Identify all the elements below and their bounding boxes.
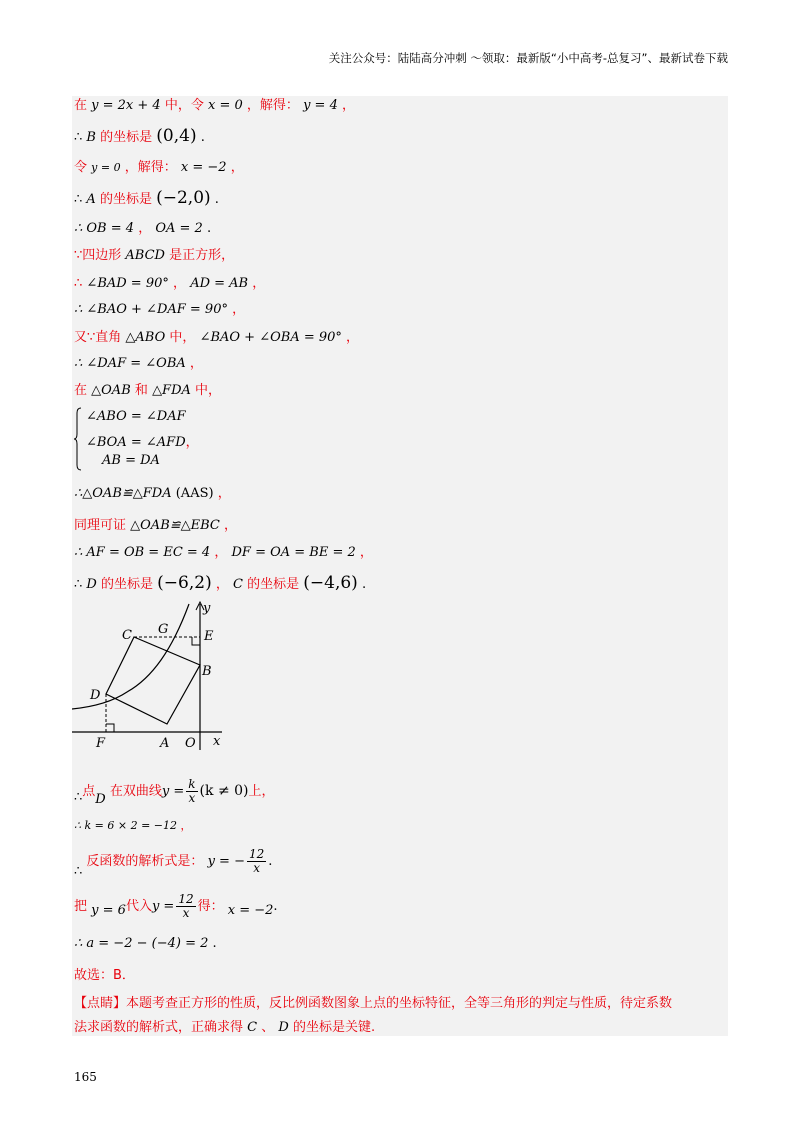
- solution-line-6: [74, 248, 234, 264]
- text-segment: ，解得：: [124, 160, 177, 175]
- comment-text: 【点睛】本题考查正方形的性质，反比例函数图象上点的坐标特征，全等三角形的判定与性质，待定系数: [74, 996, 673, 1011]
- fraction-denominator: x: [182, 906, 190, 920]
- text-segment: ，解得：: [246, 98, 299, 113]
- therefore-symbol: ∴: [74, 276, 83, 291]
- geometry-figure: [72, 600, 242, 754]
- text-segment: 反函数的解析式是：: [86, 854, 204, 869]
- text-segment: 在: [74, 98, 88, 113]
- text-segment: 和: [134, 383, 148, 398]
- math-expr: △OAB: [91, 383, 131, 398]
- text-segment: 在双曲线: [109, 784, 162, 799]
- text-segment: 上，: [248, 784, 275, 799]
- therefore-symbol: ∴: [74, 864, 83, 879]
- text-segment: ，: [232, 302, 246, 317]
- math-expr: AD = AB: [190, 276, 249, 291]
- square-abcd: [106, 637, 200, 724]
- math-expr: y = 6: [91, 903, 126, 918]
- math-expr: D: [86, 577, 97, 592]
- math-expr: x = −2: [227, 903, 274, 918]
- label-o: O: [185, 736, 196, 750]
- math-expr: (AAS): [175, 486, 214, 501]
- text-segment: 的坐标是: [99, 192, 152, 207]
- math-expr: ∴ AF = OB = EC = 4: [74, 545, 211, 560]
- math-expr: y = −: [207, 854, 245, 869]
- math-expr: ∴ a = −2 − (−4) = 2: [74, 936, 209, 951]
- equation-system: [74, 407, 214, 473]
- text-segment: 中，: [169, 330, 196, 345]
- text-segment: 的坐标是: [247, 577, 300, 592]
- math-expr: y = 2x + 4: [91, 98, 161, 113]
- text-segment: ，: [341, 98, 355, 113]
- solution-line-8: [74, 302, 245, 318]
- math-expr: ∴ k = 6 × 2 = −12: [74, 819, 178, 832]
- label-f: F: [96, 736, 106, 750]
- solution-line-3: [74, 160, 244, 176]
- label-y: y: [203, 601, 211, 616]
- text-segment: ，: [217, 486, 231, 501]
- fraction-denominator: x: [253, 861, 261, 875]
- label-d: D: [90, 688, 101, 703]
- text-segment: ∵四边形: [74, 248, 122, 263]
- text-segment: 得：: [197, 899, 224, 914]
- solution-line-19: [74, 893, 278, 923]
- math-expr: (−6,2): [157, 573, 212, 593]
- square-hyperbola-diagram: [72, 600, 242, 750]
- text-segment: 又∵直角: [74, 330, 122, 345]
- text-segment: ，: [214, 545, 228, 560]
- math-expr: C: [247, 1020, 258, 1035]
- math-expr: (k ≠ 0): [199, 783, 249, 799]
- math-expr: DF = OA = BE = 2: [231, 545, 356, 560]
- solution-line-15: [74, 575, 366, 593]
- text-segment: 的坐标是关键.: [292, 1020, 376, 1035]
- math-expr: △ABO: [125, 330, 166, 345]
- math-expr: △FDA: [152, 383, 191, 398]
- fraction: [176, 893, 195, 920]
- system-row-1: ∠ABO = ∠DAF: [86, 409, 186, 424]
- label-e: E: [204, 629, 214, 644]
- math-expr: OA = 2: [155, 221, 203, 236]
- page-header: 关注公众号：陆陆高分冲刺 〜领取：最新版“小中高考-总复习”、最新试卷下载: [328, 51, 728, 65]
- answer-text: 故选：B．: [74, 968, 135, 983]
- text-segment: 中，: [195, 383, 222, 398]
- therefore-symbol: ∴: [74, 577, 83, 592]
- math-expr: △OAB≌△EBC: [130, 518, 220, 533]
- text-segment: .: [361, 577, 367, 592]
- therefore-symbol: ∴: [74, 192, 83, 207]
- left-brace: [74, 407, 82, 471]
- label-c: C: [122, 628, 132, 643]
- text-segment: 点: [82, 784, 96, 799]
- text-segment: ，: [359, 545, 373, 560]
- math-expr: (0,4): [156, 126, 197, 146]
- solution-line-1: [74, 98, 355, 114]
- fraction: [186, 778, 197, 805]
- fraction-numerator: 12: [178, 892, 194, 906]
- text-segment: .: [214, 192, 219, 207]
- math-expr: ∴△OAB≌△FDA: [74, 486, 172, 501]
- text-segment: ，: [224, 518, 238, 533]
- text-segment: ，: [180, 819, 192, 832]
- math-expr: D: [278, 1020, 289, 1035]
- solution-line-7: [74, 276, 265, 292]
- fraction-numerator: 12: [248, 847, 265, 861]
- system-row-3: AB = DA: [102, 453, 160, 468]
- math-expr: ∴ ∠DAF = ∠OBA: [74, 356, 186, 371]
- text-segment: 同理可证: [74, 518, 127, 533]
- math-expr: y = 0: [91, 161, 121, 174]
- math-expr: y = 4: [303, 98, 338, 113]
- solution-line-14: [74, 545, 373, 561]
- solution-line-17: [74, 818, 192, 834]
- text-segment: ，: [215, 577, 229, 592]
- math-expr: A: [86, 192, 96, 207]
- text-segment: 是正方形，: [169, 248, 235, 263]
- solution-line-16: [74, 778, 275, 811]
- solution-line-4: [74, 190, 219, 208]
- text-segment: ，: [252, 276, 266, 291]
- text-segment: .: [268, 854, 273, 869]
- page-number: 165: [74, 1070, 97, 1084]
- fraction: [247, 848, 266, 875]
- text-segment: 代入: [125, 899, 152, 914]
- text-segment: .: [200, 130, 205, 145]
- label-x: x: [213, 734, 221, 749]
- solution-line-9: [74, 330, 359, 346]
- solution-line-13: [74, 518, 237, 534]
- math-expr: C: [233, 577, 243, 592]
- solution-line-2: [74, 128, 205, 146]
- text-segment: ，: [189, 356, 203, 371]
- text-segment: ，: [138, 221, 152, 236]
- math-expr: B: [86, 130, 96, 145]
- label-g: G: [158, 622, 169, 637]
- math-expr: ∴ ∠BAO + ∠DAF = 90°: [74, 302, 228, 317]
- math-expr: ABCD: [125, 248, 165, 263]
- math-expr: ∠BOA = ∠AFD: [86, 435, 186, 450]
- math-expr: y =: [161, 784, 185, 799]
- right-angle-e: [192, 637, 200, 645]
- system-row-2: [86, 431, 199, 450]
- comment-text: 法求函数的解析式，正确求得: [74, 1020, 244, 1035]
- text-segment: ，: [230, 160, 244, 175]
- text-segment: ，: [346, 330, 360, 345]
- text-segment: 中，令: [164, 98, 204, 113]
- text-segment: 令: [74, 160, 88, 175]
- math-expr: y =: [151, 899, 175, 914]
- text-segment: 在: [74, 383, 88, 398]
- text-segment: 的坐标是: [101, 577, 154, 592]
- solution-line-22: [74, 996, 672, 1012]
- solution-line-18: [74, 848, 272, 884]
- math-expr: ∠BAO + ∠OBA = 90°: [199, 330, 342, 345]
- math-expr: ∴ OB = 4: [74, 221, 135, 236]
- text-segment: .: [273, 899, 278, 914]
- fraction-denominator: x: [188, 791, 196, 805]
- text-segment: ，: [173, 276, 187, 291]
- math-expr: (−4,6): [303, 573, 358, 593]
- text-segment: 、: [261, 1020, 275, 1035]
- right-angle-f: [106, 724, 114, 732]
- text-segment: .: [212, 936, 217, 951]
- text-segment: .: [206, 221, 212, 236]
- therefore-symbol: ∴: [74, 130, 83, 145]
- solution-line-20: [74, 936, 217, 952]
- solution-line-23: [74, 1020, 375, 1036]
- solution-line-5: [74, 221, 211, 237]
- text-segment: 的坐标是: [100, 130, 153, 145]
- math-expr: D: [95, 792, 106, 807]
- text-segment: 把: [74, 899, 88, 914]
- fraction-numerator: k: [188, 777, 196, 791]
- solution-line-21: [74, 968, 135, 984]
- therefore-symbol: ∴: [74, 790, 83, 805]
- math-expr: x = −2: [180, 160, 227, 175]
- math-expr: x = 0: [208, 98, 243, 113]
- text-segment: ，: [185, 435, 199, 450]
- solution-line-12: [74, 486, 231, 502]
- solution-line-11: [74, 383, 221, 399]
- label-a: A: [160, 736, 170, 750]
- math-expr: (−2,0): [156, 188, 211, 208]
- solution-line-10: [74, 356, 203, 372]
- math-expr: ∠BAD = 90°: [86, 276, 169, 291]
- label-b: B: [202, 664, 212, 679]
